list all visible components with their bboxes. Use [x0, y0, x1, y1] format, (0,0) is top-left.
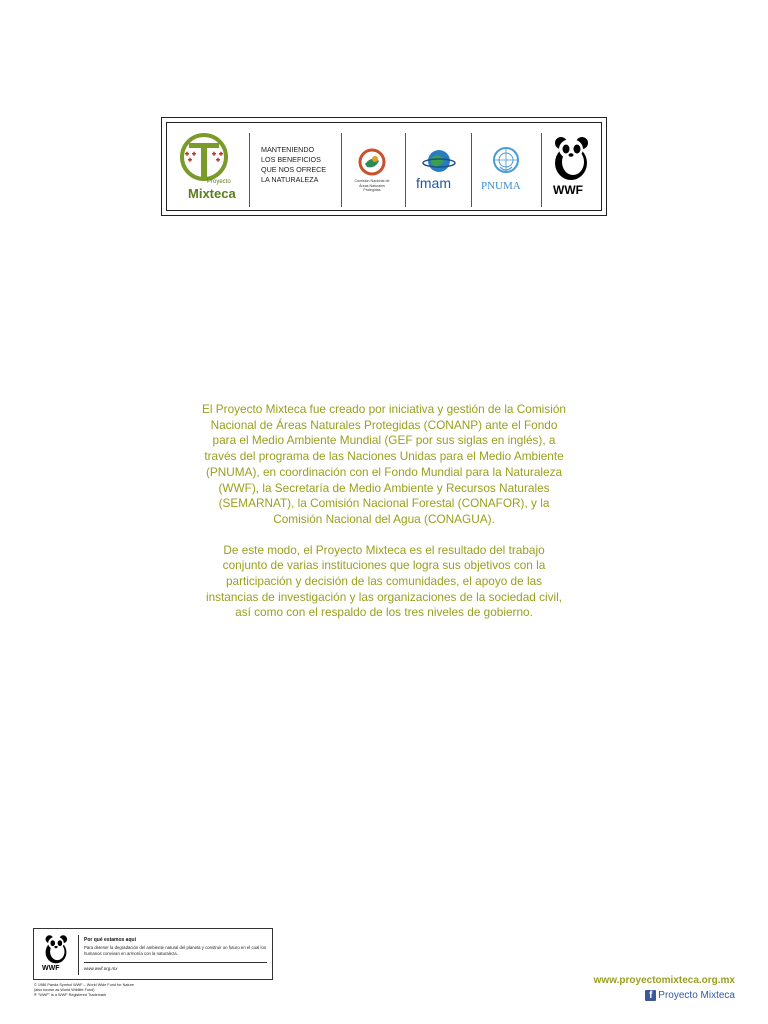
pnuma-emblem-icon: [491, 145, 521, 177]
paragraph-collaboration: De este modo, el Proyecto Mixteca es el resultado del trabajo conjunto de varias instituciones que logra sus objetivos con la participación y decisión de las comunidades, el apoyo de las instancias de investigación y las organizaciones de la sociedad civil, así como con el respaldo de los tres niveles de gobierno.: [205, 542, 563, 620]
facebook-icon: f: [645, 990, 656, 1001]
box-divider: [78, 935, 79, 975]
banner-frame: [166, 122, 602, 211]
facebook-link[interactable]: [645, 989, 735, 1001]
wwf-label: WWF: [42, 965, 60, 972]
paragraph-origin: El Proyecto Mixteca fue creado por iniciativa y gestión de la Comisión Nacional de Áreas Naturales Protegidas (CONANP) ante el Fondo para el Medio Ambiente Mundial (GEF por sus siglas en inglés), a través del programa de las Naciones Unidas para el Medio Ambiente (PNUMA), en coordinación con el Fondo Mundial para la Naturaleza (WWF), la Secretaría de Medio Ambiente y Recursos Naturales (SEMARNAT), la Comisión Nacional Forestal (CONAFOR), y la Comisión Nacional del Agua (CONAGUA).: [202, 402, 566, 526]
conanp-logo-icon: [357, 147, 387, 177]
conanp-label: Comisión Nacional de Áreas Naturales Protegidas: [354, 179, 390, 192]
website-link[interactable]: www.proyectomixteca.org.mx: [593, 975, 735, 986]
banner-divider: [541, 133, 542, 207]
banner-tagline: MANTENIENDO LOS BENEFICIOS QUE NOS OFRECE LA NATURALEZA: [261, 145, 327, 184]
facebook-label: Proyecto Mixteca: [658, 989, 735, 1001]
mission-heading: Por qué estamos aquí: [84, 937, 136, 943]
banner-divider: [471, 133, 472, 207]
wwf-label: WWF: [553, 183, 583, 197]
banner-divider: [249, 133, 250, 207]
description-text: [200, 402, 568, 636]
banner-divider: [341, 133, 342, 207]
fmam-label: fmam: [416, 175, 451, 191]
banner-divider: [405, 133, 406, 207]
mixteca-label: Mixteca: [188, 186, 236, 201]
wwf-panda-icon: [551, 135, 591, 181]
partner-logo-banner: [161, 117, 607, 216]
mission-rule: [84, 962, 267, 963]
wwf-mission-box: [33, 928, 273, 980]
wwf-panda-icon: [41, 934, 71, 964]
wwf-url-link[interactable]: www.wwf.org.mx: [84, 966, 118, 971]
proyecto-label: Proyecto: [207, 179, 231, 185]
mission-text: Para detener la degradación del ambiente natural del planeta y construir un futuro en el cual los humanos convivan en armonía con la naturaleza.: [84, 945, 267, 956]
fmam-globe-icon: [422, 147, 456, 175]
legal-notice: © 1986 Panda Symbol WWF – World Wide Fund for Nature (also known as World Wildlife Fund) ® "WWF" is a WWF Registered Trademark: [34, 983, 135, 997]
pnuma-label: PNUMA: [481, 180, 521, 192]
